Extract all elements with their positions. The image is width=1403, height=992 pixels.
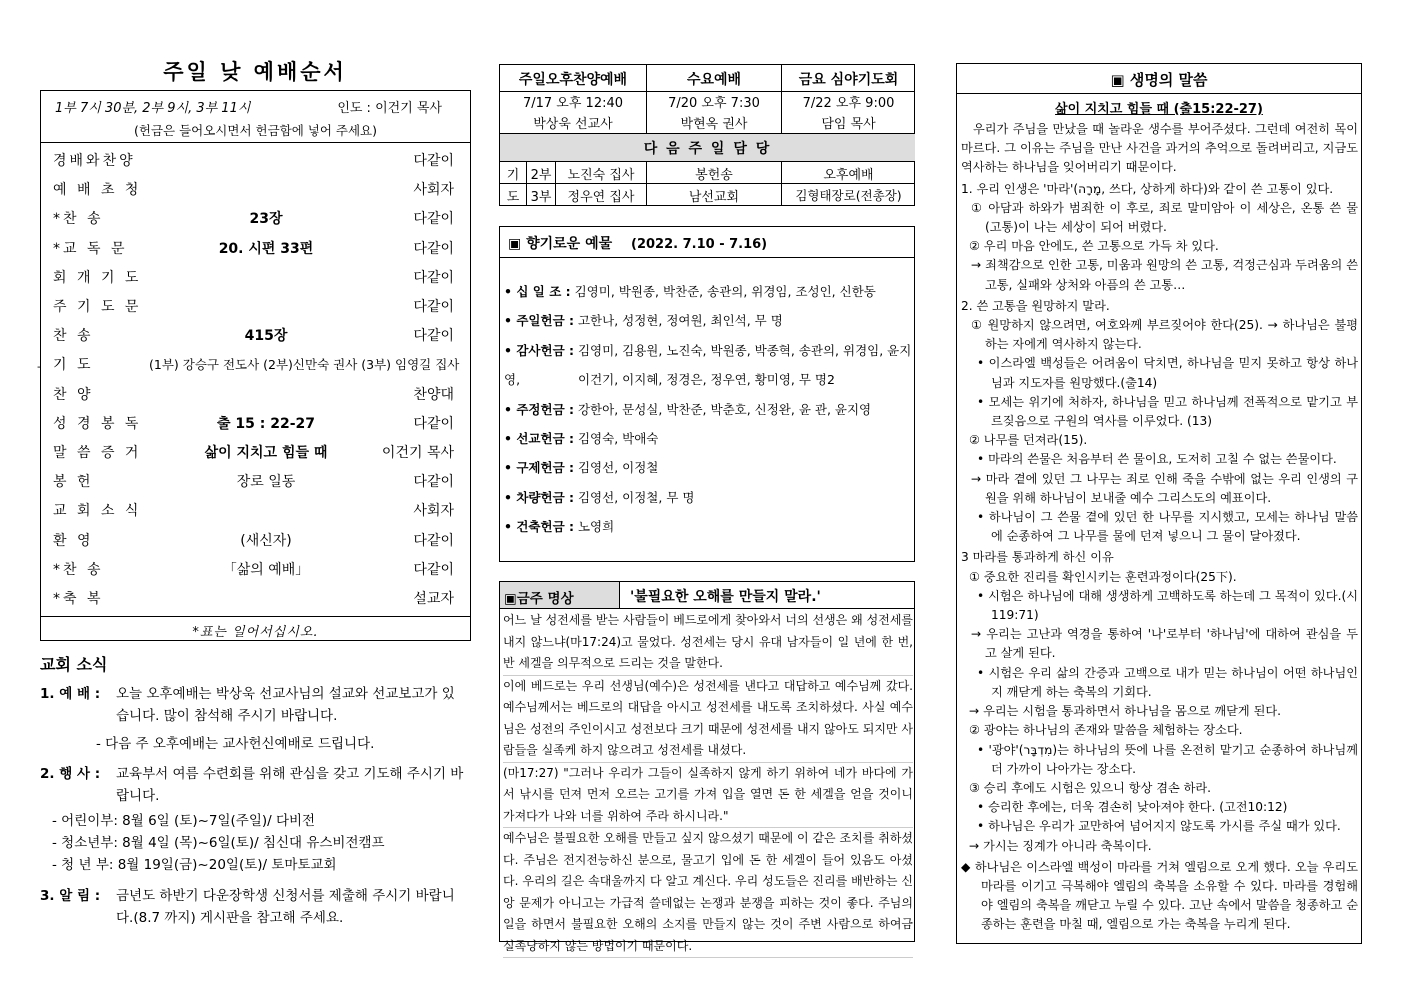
order-header: [41, 91, 470, 143]
offering-row: [504, 395, 914, 424]
offering-song-head: 봉헌송: [647, 162, 782, 184]
meditation-body: [503, 610, 913, 958]
prayer-person: 정우연 집사: [556, 184, 647, 206]
offering-row: [504, 512, 914, 541]
order-row: [41, 174, 470, 203]
sermon-subpoint: → 우리는 고난과 역경을 통하여 '나'로부터 '하나님'에 대하여 관심을 두고 살게 된다.: [971, 627, 1358, 661]
order-item-content: 23장: [249, 211, 283, 228]
order-row: [41, 554, 470, 583]
order-item-who: 다같이: [413, 328, 454, 345]
sermon-subpoint: • 시험은 우리 삶의 간증과 고백으로 내가 믿는 하나님이 어떤 하나님인지 깨닫게 하는 축복의 기회다.: [977, 665, 1358, 699]
offering-row: [504, 306, 914, 335]
order-item-who: 다같이: [413, 474, 454, 491]
service-person: 담임 목사: [821, 117, 876, 132]
offering-row: [504, 277, 914, 306]
order-item-content: 「삶의 예배」: [222, 561, 310, 578]
order-row: [41, 145, 470, 174]
offerings-period: (2022. 7.10 - 7.16): [631, 237, 768, 252]
offering-names: 김영미, 김용원, 노진숙, 박원종, 박종혁, 송관의, 위경임, 윤지영,: [504, 342, 912, 387]
order-row: [41, 525, 470, 554]
order-item-label: 예 배 초 청: [53, 182, 142, 199]
order-row: [41, 583, 470, 612]
offering-names: 고한나, 성정현, 정여원, 최인석, 무 명: [574, 313, 783, 329]
church-news-title: 교회 소식: [40, 655, 108, 674]
offering-category: • 감사헌금 :: [504, 342, 574, 358]
meditation-subtitle: '불필요한 오해를 만들지 말라.': [630, 589, 821, 605]
offering-category: • 주일헌금 :: [504, 313, 574, 329]
sermon-point: 2. 쓴 고통을 원망하지 말라.: [961, 298, 1110, 313]
service-date: 7/20 오후 7:30: [668, 96, 760, 111]
sermon-subpoint: • 하나님이 그 쓴물 곁에 있던 한 나무를 지시했고, 모세는 하나님 말씀에 순종하여 그 나무를 물에 던져 넣으니 그 물이 달아졌다.: [977, 510, 1358, 544]
order-item-label: 찬 양: [53, 386, 94, 403]
table-header: 수요예배: [647, 65, 782, 92]
meditation-paragraph: 어느 날 성전세를 받는 사람들이 베드로에게 찾아와서 너의 선생은 왜 성전세를 내지 않느냐(마17:24)고 물었다. 성전세는 당시 유대 남자들이 일 년에 한 번, 반 세겔을 의무적으로 드리는 것을 말한다.: [503, 610, 913, 676]
offering-names: 김영숙, 박애숙: [574, 431, 659, 446]
service-date: 7/17 오후 12:40: [522, 96, 624, 111]
offering-names: 김영선, 이정철: [574, 460, 659, 476]
offering-category: • 차량헌금 :: [504, 489, 574, 505]
meditation-header: [500, 582, 914, 609]
order-row: [41, 495, 470, 524]
order-item-who: 다같이: [413, 532, 454, 549]
news-text: 금년도 하반기 다운장학생 신청서를 제출해 주시기 바랍니다.(8.7 까지) 게시판을 참고해 주세요.: [116, 888, 455, 926]
meditation-paragraph: (마17:27) "그러나 우리가 그들이 실족하지 않게 하기 위하여 네가 바다에 가서 낚시를 던져 먼저 오르는 고기를 가져 입을 열면 돈 한 세겔을 얻을 것이니 가져다가 나와 너를 위하여 주라 하시니라.": [503, 763, 913, 829]
sermon-subpoint: • 모세는 위기에 처하자, 하나님을 믿고 하나님께 전폭적으로 맡기고 부르짖음으로 구원의 역사를 이루었다. (13): [977, 394, 1358, 429]
order-item-who: 다같이: [413, 561, 454, 578]
order-item-content: 장로 일동: [236, 474, 296, 491]
sermon-point: 1. 우리 인생은 '마라'(מָרָה, 쓰다, 상하게 하다)와 같이 쓴 고통이 있다.: [961, 181, 1334, 196]
offering-category: • 건축헌금 :: [504, 519, 574, 535]
service-date: 7/22 오후 9:00: [802, 96, 895, 111]
offering-row: [504, 453, 914, 482]
meditation-paragraph: 이에 베드로는 우리 선생님(예수)은 성전세를 낸다고 대답하고 예수님께 갔다. 예수님께서는 베드로의 대답을 아시고 성전세를 내도록 조치하셨다. 사실 예수님은 성전의 주인이시고 성전보다 크기 때문에 성전세를 내지 않아도 되지만 사람들을 실족케 하지 않으려고 성전세를 내셨다.: [503, 676, 913, 763]
offering-note: (헌금은 들어오시면서 헌금함에 넣어 주세요): [134, 123, 377, 138]
order-item-label: 말 씀 증 거: [53, 445, 142, 461]
order-item-content: 출 15 : 22-27: [216, 415, 315, 432]
sermon-subpoint: • 마라의 쓴물은 처음부터 쓴 물이요, 도저히 고칠 수 없는 쓴물이다.: [977, 452, 1337, 467]
order-row: [41, 320, 470, 349]
order-item-label: 교 회 소 식: [53, 503, 142, 520]
news-label: 1. 예 배 :: [40, 686, 101, 702]
table-header: 금요 심야기도회: [782, 65, 915, 92]
news-label: 2. 행 사 :: [40, 766, 101, 782]
order-item-label: *교 독 문: [53, 240, 128, 257]
offering-category: • 구제헌금 :: [504, 460, 574, 476]
order-row: [41, 262, 470, 291]
offering-row: [504, 365, 914, 394]
order-item-who: 찬양대: [413, 386, 454, 403]
offering-song-value: 남선교회: [647, 184, 782, 206]
margin-tick-mark: -: [37, 360, 41, 373]
offering-names: 이건기, 이지혜, 정경은, 정우연, 황미영, 무 명2: [578, 372, 835, 388]
sermon-subpoint: → 우리는 시험을 통과하면서 하나님을 몸으로 깨닫게 된다.: [969, 704, 1281, 719]
offering-names: 김영선, 이정철, 무 명: [574, 489, 695, 505]
evening-service-head: 오후예배: [782, 162, 915, 184]
worship-order-title: 주일 낮 예배순서: [163, 60, 347, 84]
order-row: [41, 379, 470, 408]
next-week-title: 다 음 주 일 담 당: [500, 134, 915, 162]
order-item-who: 다같이: [413, 415, 454, 432]
offering-names: 강한아, 문성실, 박찬준, 박춘호, 신정완, 윤 관, 윤지영: [574, 401, 872, 417]
order-item-who: 다같이: [413, 153, 454, 169]
offerings-header: [500, 227, 914, 258]
order-item-label: 회 개 기 도: [53, 269, 142, 286]
news-text: 교육부서 여름 수련회를 위해 관심을 갖고 기도해 주시기 바랍니다.: [116, 766, 464, 804]
news-label: 3. 알 림 :: [40, 888, 101, 904]
order-item-label: 기 도: [53, 357, 94, 374]
order-item-content: (새신자): [240, 532, 292, 549]
sermon-subtitle: [957, 98, 1361, 117]
offerings-title: ▣ 향기로운 예물: [508, 236, 613, 252]
order-item-content: 20. 시편 33편: [218, 240, 314, 257]
sermon-notes-box: [956, 63, 1362, 944]
order-row: [41, 466, 470, 495]
order-item-label: 봉 헌: [53, 474, 94, 491]
table-cell: [782, 92, 915, 134]
meditation-box: [499, 581, 915, 953]
order-item-label: *찬 송: [53, 561, 104, 578]
news-subitem: - 다음 주 오후예배는 교사헌신예배로 드립니다.: [96, 736, 375, 752]
sermon-subpoint: • 하나님은 우리가 교만하여 넘어지지 않도록 가시를 주실 때가 있다.: [977, 819, 1341, 834]
sermon-subpoint: ③ 승리 후에도 시험은 있으니 항상 겸손 하라.: [969, 780, 1212, 795]
part-label: 2부: [527, 162, 556, 184]
sermon-subpoint: ② 광야는 하나님의 존재와 말씀을 체험하는 장소다.: [969, 723, 1243, 738]
service-schedule-table: [499, 64, 915, 206]
order-item-label: *찬 송: [53, 211, 104, 228]
standing-note: *표는 일어서십시오.: [41, 616, 470, 640]
sermon-subtitle-text: 삶이 지치고 힘들 때 (출15:22-27): [1055, 102, 1263, 117]
prayer-leaders: (1부) 강승구 전도사 (2부)신만숙 권사 (3부) 임영길 집사: [149, 357, 460, 373]
order-item-who: 다같이: [413, 269, 454, 286]
sermon-subpoint: ② 우리 마음 안에도, 쓴 고통으로 가득 차 있다.: [969, 239, 1219, 254]
order-row: [41, 437, 470, 466]
order-item-label: *축 복: [53, 591, 104, 607]
offerings-box: [499, 226, 915, 562]
sermon-subpoint: • 시험은 하나님에 대해 생생하게 고백하도록 하는데 그 목적이 있다.(시119:71): [977, 588, 1358, 623]
order-item-who: 다같이: [413, 299, 454, 315]
order-item-label: 찬 송: [53, 328, 94, 345]
prayer-person: 노진숙 집사: [556, 162, 647, 184]
offering-category: • 선교헌금 :: [504, 431, 574, 446]
order-item-label: 성 경 봉 독: [53, 415, 142, 432]
table-cell: [647, 92, 782, 134]
order-row: [41, 349, 470, 378]
sermon-subpoint: → 죄책감으로 인한 고통, 미움과 원망의 쓴 고통, 걱정근심과 두려움의 쓴 고통, 실패와 상처와 아픔의 쓴 고통…: [971, 258, 1358, 292]
sermon-notes-title: ▣ 생명의 말씀: [957, 64, 1361, 94]
offering-row: [504, 483, 914, 512]
offering-names: 노영희: [574, 519, 615, 535]
news-subitem: - 청 년 부: 8월 19일(금)~20일(토)/ 토마토교회: [52, 857, 337, 873]
order-item-label: 주 기 도 문: [53, 299, 142, 315]
order-row: [41, 203, 470, 232]
order-item-who: 사회자: [413, 503, 454, 520]
prayer-label: 도: [500, 184, 527, 206]
service-leader: 인도 : 이건기 목사: [337, 101, 442, 116]
evening-service-value: 김형태장로(전총장): [795, 188, 902, 203]
order-row: [41, 233, 470, 262]
order-item-who: 설교자: [413, 591, 454, 607]
table-header: 주일오후찬양예배: [500, 65, 647, 92]
worship-order-box: [40, 90, 471, 641]
order-item-who: 이건기 목사: [381, 445, 454, 461]
sermon-notes-body: [961, 120, 1358, 935]
sermon-subpoint: ① 중요한 진리를 확인시키는 훈련과정이다(25下).: [969, 569, 1237, 584]
order-item-who: 다같이: [413, 211, 454, 228]
news-text: 오늘 오후예배는 박상욱 선교사님의 설교와 선교보고가 있습니다. 많이 참석해 주시기 바랍니다.: [116, 686, 455, 724]
sermon-conclusion: ◆ 하나님은 이스라엘 백성이 마라를 거쳐 엘림으로 오게 했다. 오늘 우리도 마라를 이기고 극복해야 엘림의 축복을 소유할 수 있다. 마라를 경험해야 엘림의 축복을 깨닫고 누릴 수 있다. 고난 속에서 말씀을 청종하고 순종하는 훈련을 마칠 때, 엘림으로 가는 축복을 누리게 된다.: [961, 859, 1358, 932]
sermon-point: 3 마라를 통과하게 하신 이유: [961, 550, 1114, 565]
order-item-who: 사회자: [413, 182, 454, 199]
part-label: 3부: [527, 184, 556, 206]
news-subitem: - 어린이부: 8월 6일 (토)~7일(주일)/ 다비전: [52, 813, 316, 829]
meditation-label: ▣금주 명상: [500, 582, 620, 608]
news-item-events: [40, 763, 470, 809]
offering-category: • 십 일 조 :: [504, 284, 571, 299]
offering-names: 김영미, 박원종, 박찬준, 송관의, 위경임, 조성인, 신한동: [570, 284, 876, 299]
sermon-subpoint: • 승리한 후에는, 더욱 겸손히 낮아져야 한다. (고전10:12): [977, 800, 1288, 815]
sermon-subpoint: • 이스라엘 백성들은 어려움이 닥치면, 하나님을 믿지 못하고 항상 하나님과 지도자를 원망했다.(출14): [977, 356, 1358, 390]
news-item-worship: [40, 683, 470, 733]
order-item-who: 다같이: [413, 240, 454, 257]
news-subitem: - 청소년부: 8월 4일 (목)~6일(토)/ 침신대 유스비전캠프: [52, 835, 385, 851]
sermon-subpoint: ① 아담과 하와가 범죄한 이 후로, 죄로 말미암아 이 세상은, 온통 쓴 물(고통)이 나는 세상이 되어 버렸다.: [971, 200, 1358, 235]
meditation-paragraph: 예수님은 불필요한 오해를 만들고 싶지 않으셨기 때문에 이 같은 조치를 취하셨다. 주님은 전지전능하신 분으로, 물고기 입에 돈 한 세겔이 들어 있음도 아셨다. 우리의 길은 속대울까지 다 알고 계신다. 우리 성도들은 진리를 배반하는 신앙 문제가 아니고는 가급적 쓸데없는 논쟁과 분쟁을 피하는 것이 좋다. 주님의 일을 하면서 불필요한 오해의 소지를 만들지 않는 것이 주변 사람으로 하여금 실족당하지 않는 방법이기 때문이다.: [503, 828, 913, 958]
order-row: [41, 291, 470, 320]
sermon-subpoint: → 가시는 징계가 아니라 축복이다.: [969, 838, 1152, 853]
news-item-notice: [40, 885, 470, 931]
service-person: 박현옥 권사: [680, 117, 748, 132]
offering-row: [504, 424, 914, 453]
order-item-label: 환 영: [53, 532, 94, 549]
sermon-subpoint: → 마라 곁에 있던 그 나무는 죄로 인해 죽을 수밖에 없는 우리 인생의 구원을 위해 하나님이 보내줄 예수 그리스도의 예표이다.: [971, 471, 1358, 505]
sermon-intro: 우리가 주님을 만났을 때 놀라운 생수를 부어주셨다. 그런데 여전히 목이 마르다. 그 이유는 주님을 만난 사건을 과거의 추억으로 돌려버리고, 지금도 역사하는 하나님을 잊어버리기 때문이다.: [961, 122, 1358, 175]
sermon-subpoint: • '광야'(מִדְבָּר)는 하나님의 뜻에 나를 온전히 맡기고 순종하여 하나님께 더 가까이 나아가는 장소다.: [977, 742, 1358, 776]
table-cell: [500, 92, 647, 134]
service-person: 박상욱 선교사: [533, 117, 613, 132]
prayer-label: 기: [500, 162, 527, 184]
sermon-subpoint: ② 나무를 던져라(15).: [969, 433, 1088, 448]
order-item-content: 415장: [244, 328, 288, 345]
sermon-subpoint: ① 원망하지 않으려면, 여호와께 부르짖어야 한다(25). → 하나님은 불평하는 자에게 역사하지 않는다.: [971, 318, 1358, 352]
order-item-label: 경배와찬양: [53, 153, 136, 169]
order-row: [41, 408, 470, 437]
service-times: 1부 7시 30분, 2부 9시, 3부 11시: [55, 101, 251, 116]
offering-category: • 주정헌금 :: [504, 401, 574, 417]
order-item-content: 삶이 지치고 힘들 때: [204, 445, 328, 461]
